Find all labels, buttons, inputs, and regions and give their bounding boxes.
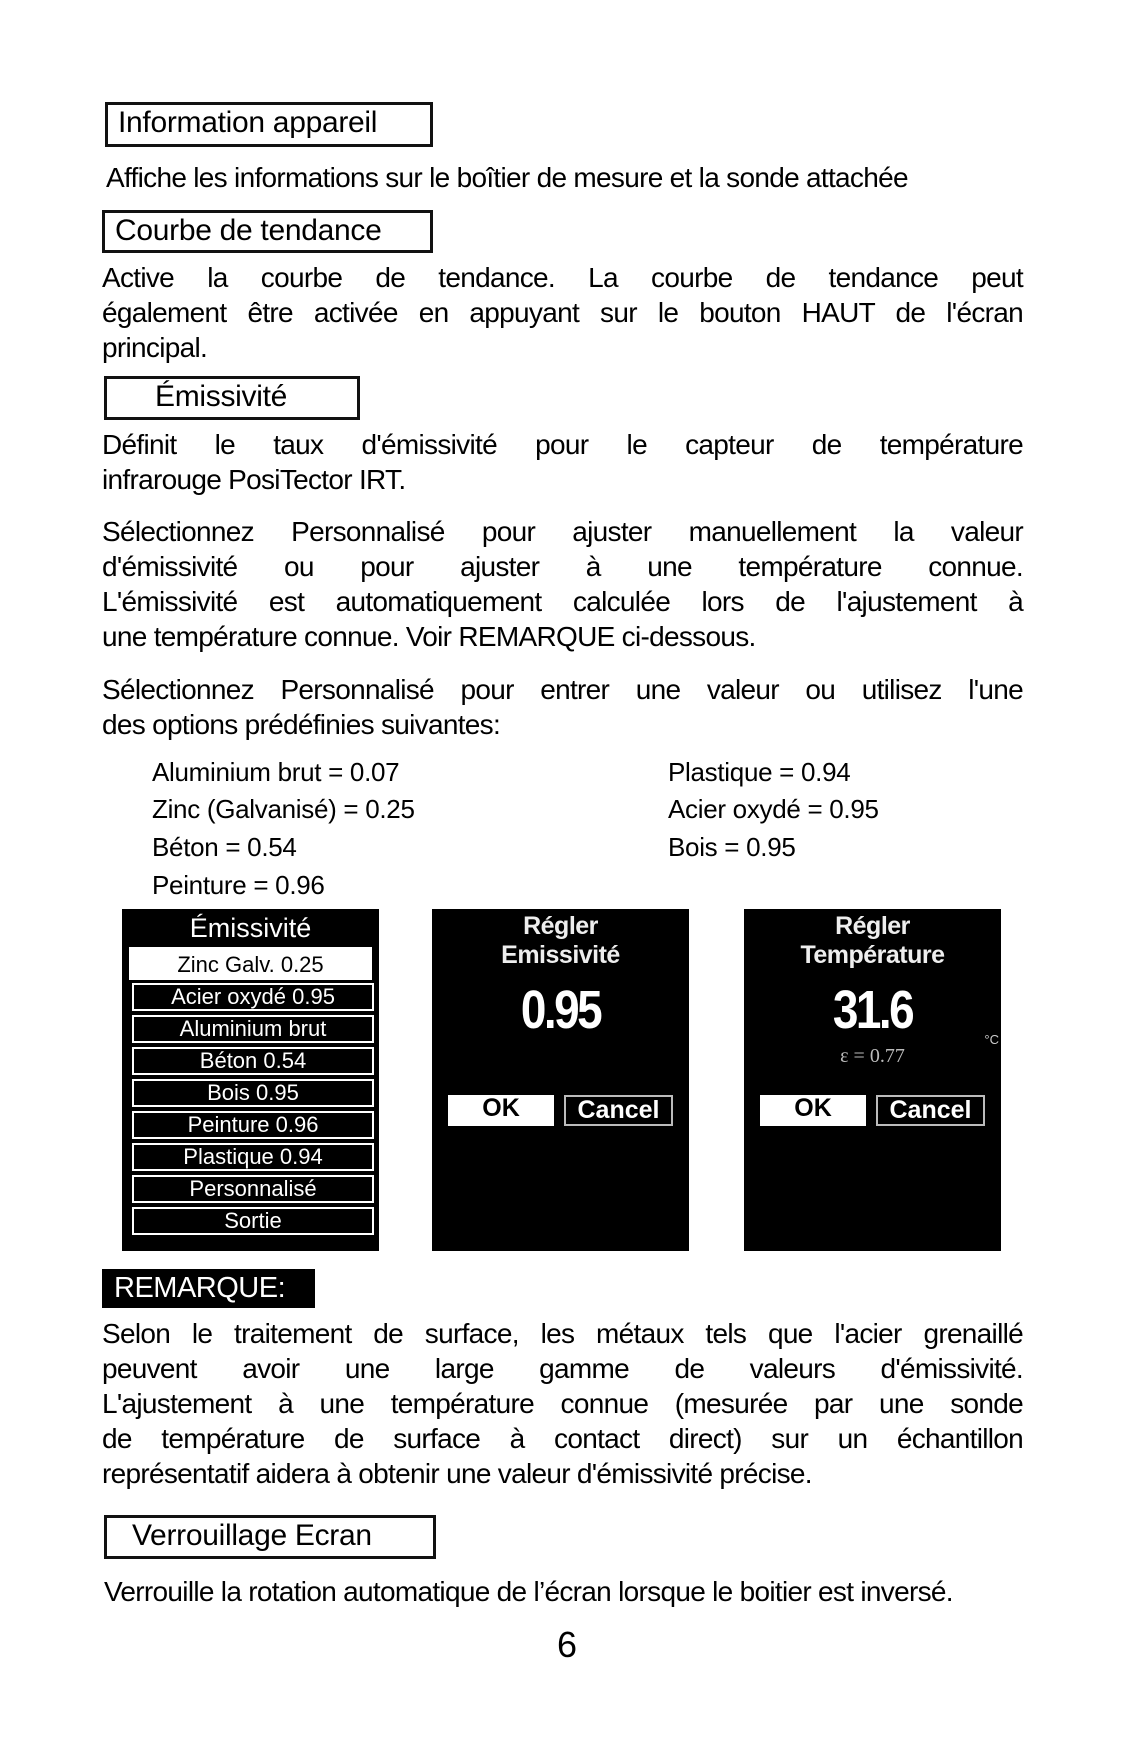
text-line: L'ajustement à une température connue (mesurée par une sonde: [102, 1388, 1023, 1419]
set-temperature-screen: [744, 909, 1001, 1251]
screen-title: Régler: [835, 912, 910, 940]
screen-title: Régler: [523, 912, 598, 940]
preset-peinture: Peinture = 0.96: [152, 870, 325, 900]
page-number: 6: [556, 1624, 578, 1665]
menu-item[interactable]: Zinc Galv. 0.25: [129, 947, 372, 980]
note-text: [102, 1316, 1023, 1491]
ok-button[interactable]: OK: [760, 1095, 866, 1126]
text-line: également être activée en appuyant sur le bouton HAUT de l'écran: [102, 297, 1023, 328]
screen-title: Emissivité: [501, 941, 620, 969]
menu-item[interactable]: Plastique 0.94: [132, 1143, 374, 1171]
preset-acier: Acier oxydé = 0.95: [668, 794, 879, 824]
screen-title: Température: [800, 941, 945, 969]
text-line: Sélectionnez Personnalisé pour ajuster manuellement la valeur: [102, 516, 1023, 547]
set-emissivity-screen: [432, 909, 689, 1251]
temperature-value: 31.6: [832, 980, 913, 1040]
epsilon-value: ε = 0.77: [840, 1045, 905, 1067]
lock-description: [104, 1574, 1027, 1609]
preset-zinc: Zinc (Galvanisé) = 0.25: [152, 794, 415, 824]
text-line: Définit le taux d'émissivité pour le capteur de température: [102, 429, 1023, 460]
emissivity-custom-paragraph: [102, 514, 1023, 654]
text-line: Verrouille la rotation automatique de l’écran lorsque le boitier est inversé.: [104, 1576, 953, 1607]
section-heading-emissivity: Émissivité: [104, 376, 360, 420]
text-line: des options prédéfinies suivantes:: [102, 709, 501, 740]
text-line: Sélectionnez Personnalisé pour entrer une valeur ou utilisez l'une: [102, 674, 1023, 705]
text-line: représentatif aidera à obtenir une valeur d'émissivité précise.: [102, 1458, 812, 1489]
emissivity-description: [102, 427, 1023, 497]
ok-button[interactable]: OK: [448, 1095, 554, 1126]
emissivity-menu-screen: [122, 909, 379, 1251]
text-line: une température connue. Voir REMARQUE ci-dessous.: [102, 621, 756, 652]
menu-item[interactable]: Peinture 0.96: [132, 1111, 374, 1139]
emissivity-presets-intro: [102, 672, 1023, 742]
text-line: Selon le traitement de surface, les métaux tels que l'acier grenaillé: [102, 1318, 1023, 1349]
section-heading-info: Information appareil: [105, 102, 433, 147]
text-line: Active la courbe de tendance. La courbe de tendance peut: [102, 262, 1023, 293]
text-line: Affiche les informations sur le boîtier de mesure et la sonde attachée: [106, 162, 908, 193]
text-line: peuvent avoir une large gamme de valeurs d'émissivité.: [102, 1353, 1023, 1384]
menu-item[interactable]: Bois 0.95: [132, 1079, 374, 1107]
preset-bois: Bois = 0.95: [668, 832, 796, 862]
menu-item[interactable]: Personnalisé: [132, 1175, 374, 1203]
cancel-button[interactable]: Cancel: [564, 1095, 673, 1126]
menu-item[interactable]: Aluminium brut: [132, 1015, 374, 1043]
menu-item[interactable]: Béton 0.54: [132, 1047, 374, 1075]
text-line: L'émissivité est automatiquement calculée lors de l'ajustement à: [102, 586, 1023, 617]
preset-aluminium: Aluminium brut = 0.07: [152, 757, 400, 787]
preset-beton: Béton = 0.54: [152, 832, 297, 862]
preset-plastique: Plastique = 0.94: [668, 757, 851, 787]
menu-item[interactable]: Acier oxydé 0.95: [132, 983, 374, 1011]
emissivity-value: 0.95: [520, 980, 601, 1040]
info-description: [106, 160, 1028, 195]
section-heading-trend: Courbe de tendance: [102, 210, 433, 253]
menu-item[interactable]: Sortie: [132, 1207, 374, 1235]
section-heading-screen-lock: Verrouillage Ecran: [104, 1515, 436, 1559]
temperature-unit: °C: [984, 1032, 999, 1047]
text-line: de température de surface à contact direct) sur un échantillon: [102, 1423, 1023, 1454]
menu-title: Émissivité: [189, 913, 312, 943]
text-line: principal.: [102, 332, 208, 363]
trend-description: [102, 260, 1023, 365]
cancel-button[interactable]: Cancel: [876, 1095, 985, 1126]
text-line: d'émissivité ou pour ajuster à une température connue.: [102, 551, 1023, 582]
note-label: REMARQUE:: [102, 1269, 315, 1308]
text-line: infrarouge PosiTector IRT.: [102, 464, 406, 495]
